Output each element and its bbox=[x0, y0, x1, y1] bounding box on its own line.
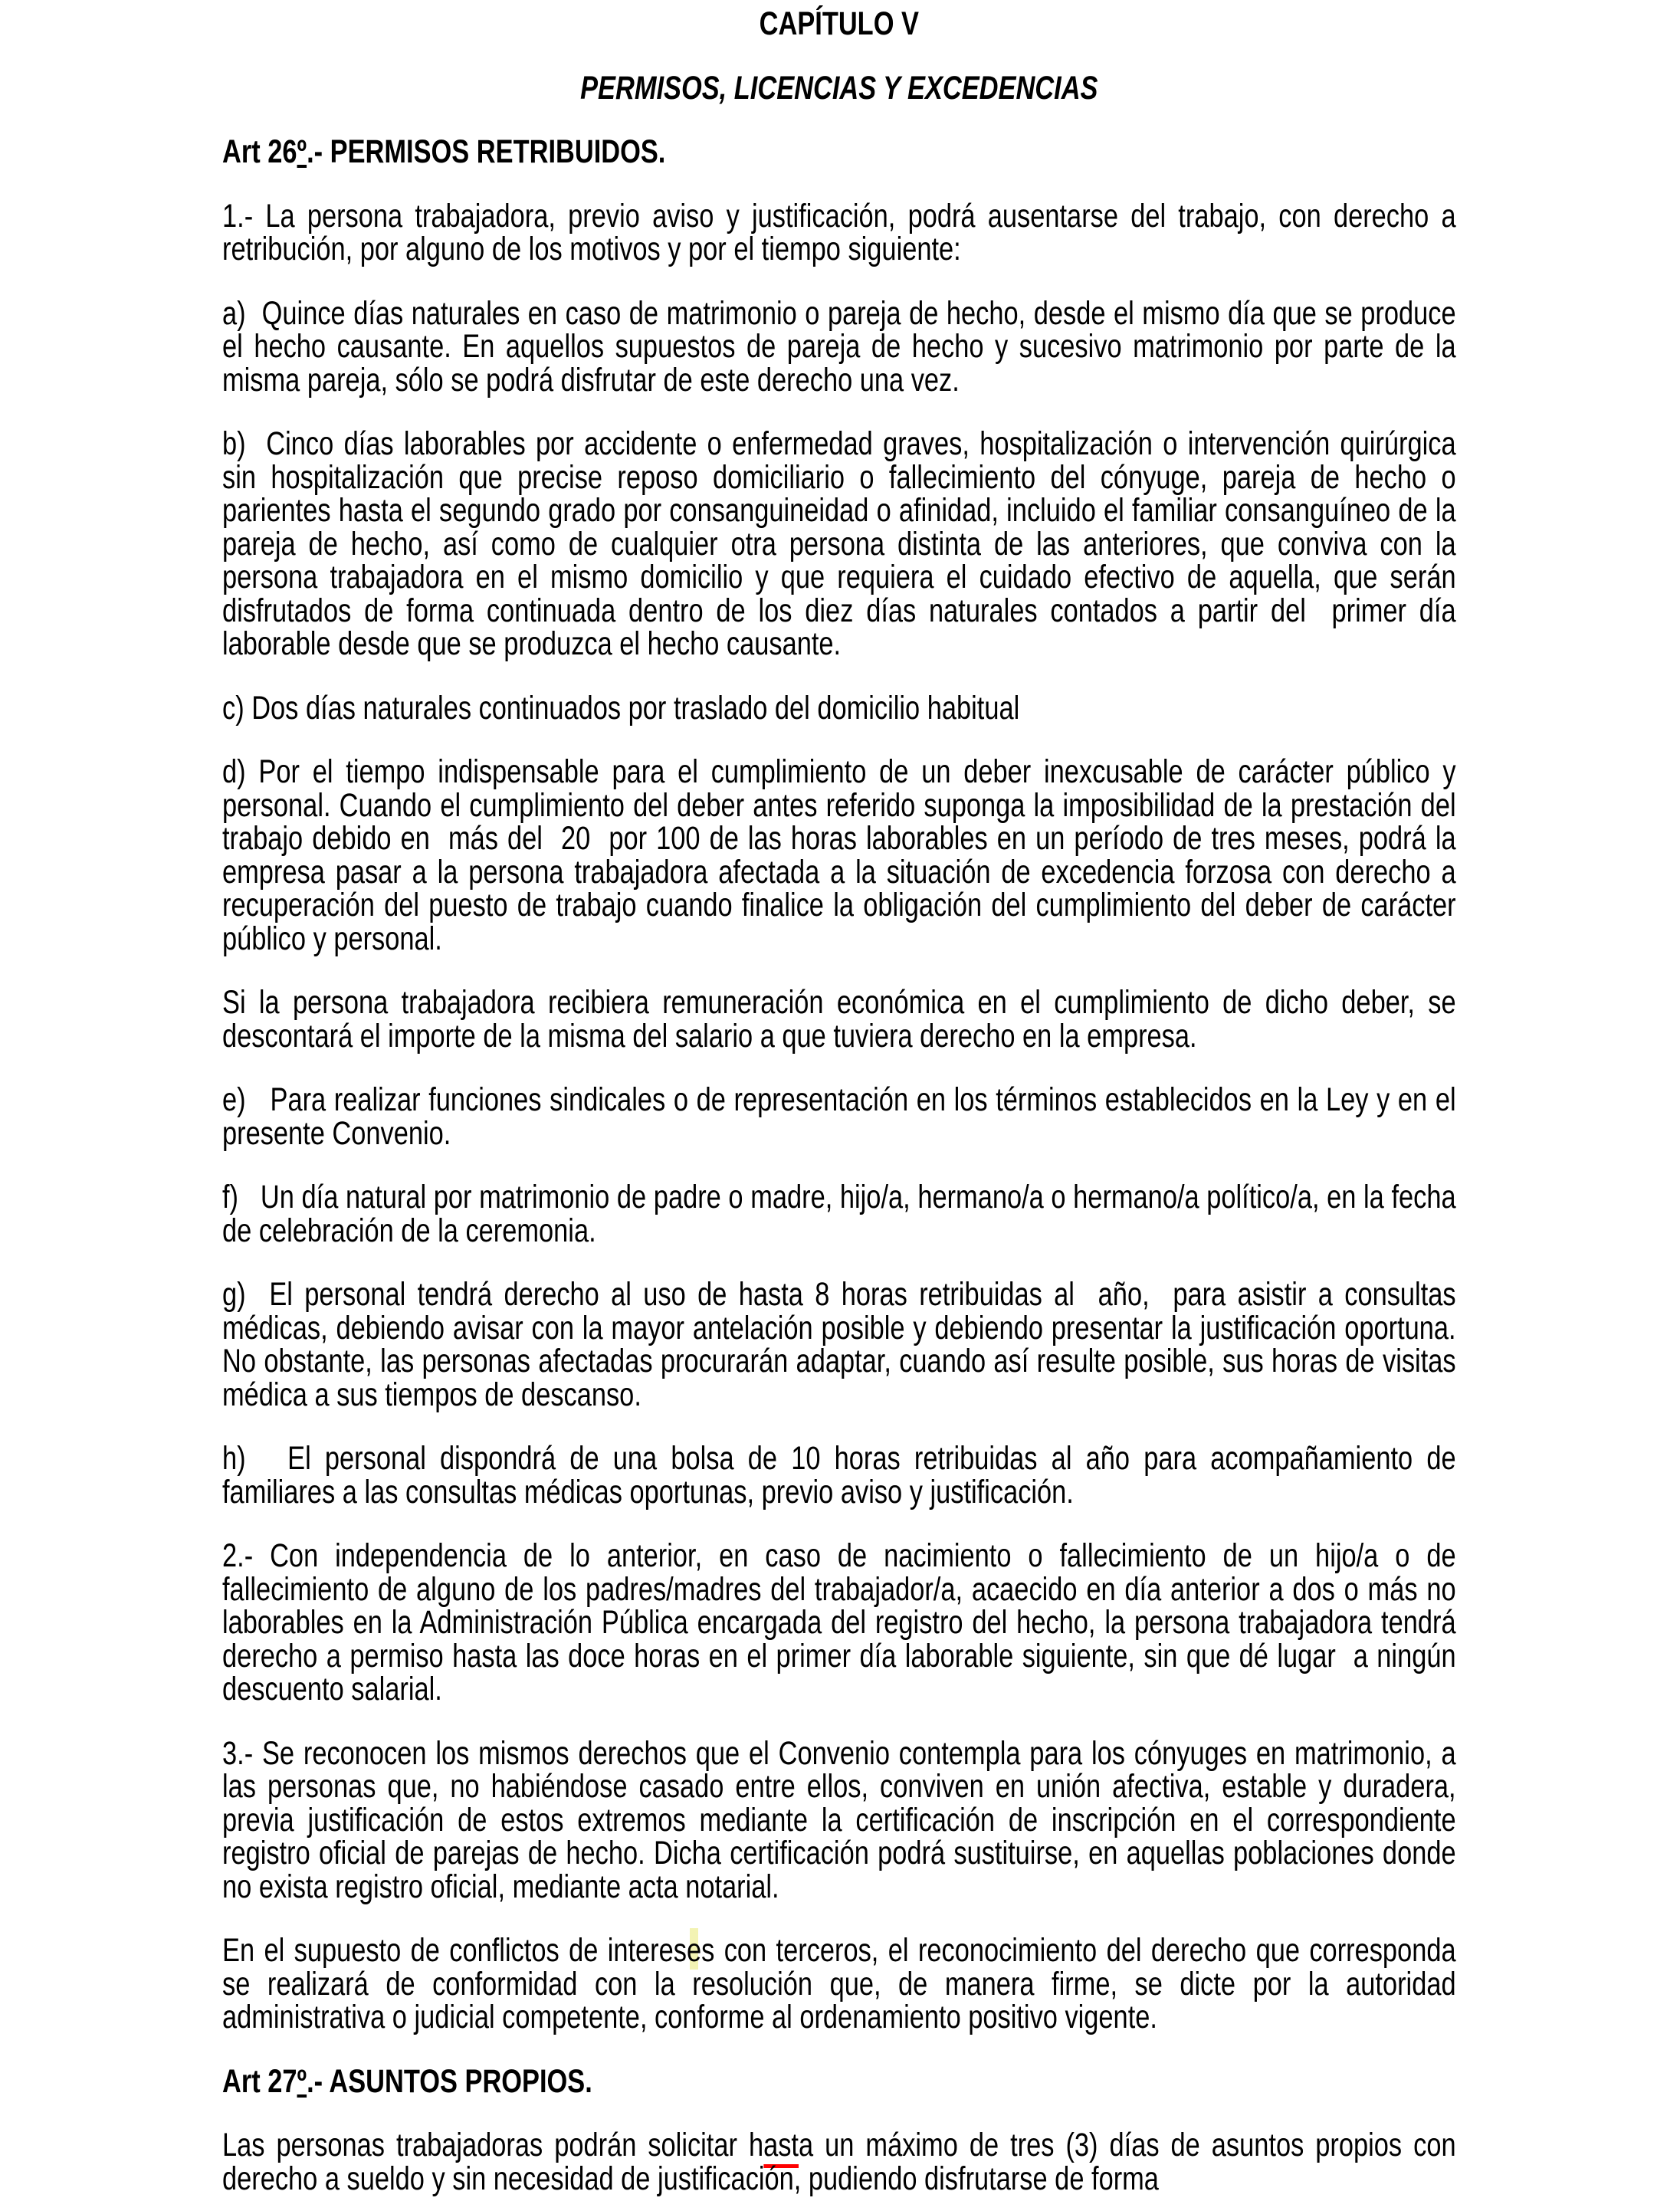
chapter-title: CAPÍTULO V bbox=[759, 5, 919, 42]
paragraph-conflictos: En el supuesto de conflictos de intereses con terceros, el reconocimiento del derecho que corresponda se realizará de conformidad con la resolución que, de manera firme, se dicte por la autoridad administrativa o judicial competente, conforme al ordenamiento positivo vigente. bbox=[222, 1932, 1456, 2035]
paragraph-asuntos-propios bbox=[222, 2129, 1456, 2196]
list-item-c: c) Dos días naturales continuados por traslado del domicilio habitual bbox=[222, 689, 1020, 727]
article-26-heading-number: Art 26 bbox=[222, 133, 297, 170]
paragraph-2: 2.- Con independencia de lo anterior, en caso de nacimiento o fallecimiento de un hijo/a o de fallecimiento de alguno de los padres/madres del trabajador/a, acaecido en día anterior a dos o más no laborables en la Administración Pública encargada del registro del hecho, la persona trabajadora tendrá derecho a permiso hasta las doce horas en el primer día laborable siguiente, sin que dé lugar a ningún descuento salarial. bbox=[222, 1537, 1456, 1707]
list-item-a: a) Quince días naturales en caso de matrimonio o pareja de hecho, desde el mismo día que se produce el hecho causante. En aquellos supuestos de pareja de hecho y sucesivo matrimonio por parte de la misma pareja, sólo se podrá disfrutar de este derecho una vez. bbox=[222, 294, 1456, 399]
paragraph-intro: 1.- La persona trabajadora, previo aviso y justificación, podrá ausentarse del trabajo, con derecho a retribución, por alguno de los motivos y por el tiempo siguiente: bbox=[222, 197, 1456, 267]
ordinal-indicator: º bbox=[297, 2062, 307, 2100]
list-item-e: e) Para realizar funciones sindicales o de representación en los términos establecidos en la Ley y en el presente Convenio. bbox=[222, 1081, 1456, 1152]
list-item-g: g) El personal tendrá derecho al uso de hasta 8 horas retribuidas al año, para asistir a consultas médicas, debiendo avisar con la mayor antelación posible y debiendo presentar la justificación oportuna. No obstante, las personas afectadas procurarán adaptar, cuando así resulte posible, sus horas de visitas médica a sus tiempos de descanso. bbox=[222, 1276, 1456, 1413]
article-27-heading-title: .- ASUNTOS PROPIOS. bbox=[307, 2062, 592, 2100]
list-item-b: b) Cinco días laborables por accidente o enfermedad graves, hospitalización o intervención quirúrgica sin hospitalización que precise reposo domiciliario o fallecimiento del cónyuge, pareja de hecho o parientes hasta el segundo grado por consanguineidad o afinidad, incluido el familiar consanguíneo de la pareja de hecho, así como de cualquier otra persona distinta de las anteriores, que conviva con la persona trabajadora en el mismo domicilio y que requiera el cuidado efectivo de aquella, que serán disfrutados de forma continuada dentro de los diez días naturales contados a partir del primer día laborable desde que se produzca el hecho causante. bbox=[222, 425, 1456, 662]
list-item-h: h) El personal dispondrá de una bolsa de 10 horas retribuidas al año para acompañamiento de familiares a las consultas médicas oportunas, previo aviso y justificación. bbox=[222, 1440, 1456, 1511]
ordinal-indicator: º bbox=[297, 133, 307, 170]
page-content bbox=[222, 5, 1456, 2201]
article-26-heading-title: .- PERMISOS RETRIBUIDOS. bbox=[307, 133, 666, 170]
article-27-heading-number: Art 27 bbox=[222, 2062, 297, 2100]
article-26-heading bbox=[222, 133, 1456, 170]
list-item-f: f) Un día natural por matrimonio de padre o madre, hijo/a, hermano/a o hermano/a político/a, en la fecha de celebración de la ceremonia. bbox=[222, 1179, 1456, 1249]
paragraph-deber-note: Si la persona trabajadora recibiera remuneración económica en el cumplimiento de dicho deber, se descontará el importe de la misma del salario a que tuviera derecho en la empresa. bbox=[222, 984, 1456, 1055]
spellcheck-underline: ast bbox=[763, 2127, 799, 2168]
asuntos-text-after: a un máximo de tres (3) días de asuntos propios con derecho a sueldo y sin necesidad de justificación, pudiendo disfrutarse de forma bbox=[222, 2127, 1456, 2197]
asuntos-text-before: Las personas trabajadoras podrán solicitar h bbox=[222, 2127, 764, 2163]
article-27-heading bbox=[222, 2062, 1456, 2100]
chapter-subtitle: PERMISOS, LICENCIAS Y EXCEDENCIAS bbox=[580, 69, 1098, 107]
paragraph-3: 3.- Se reconocen los mismos derechos que el Convenio contempla para los cónyuges en matrimonio, a las personas que, no habiéndose casado entre ellos, conviven en unión afectiva, estable y duradera, previa justificación de estos extremos mediante la certificación de inscripción en el correspondiente registro oficial de parejas de hecho. Dicha certificación podrá sustituirse, en aquellas poblaciones donde no exista registro oficial, mediante acta notarial. bbox=[222, 1734, 1456, 1905]
list-item-d: d) Por el tiempo indispensable para el cumplimiento de un deber inexcusable de carácter público y personal. Cuando el cumplimiento del deber antes referido suponga la imposibilidad de la prestación del trabajo debido en más del 20 por 100 de las horas laborables en un período de tres meses, podrá la empresa pasar a la persona trabajadora afectada a la situación de excedencia forzosa con derecho a recuperación del puesto de trabajo cuando finalice la obligación del cumplimiento del deber de carácter público y personal. bbox=[222, 753, 1456, 957]
